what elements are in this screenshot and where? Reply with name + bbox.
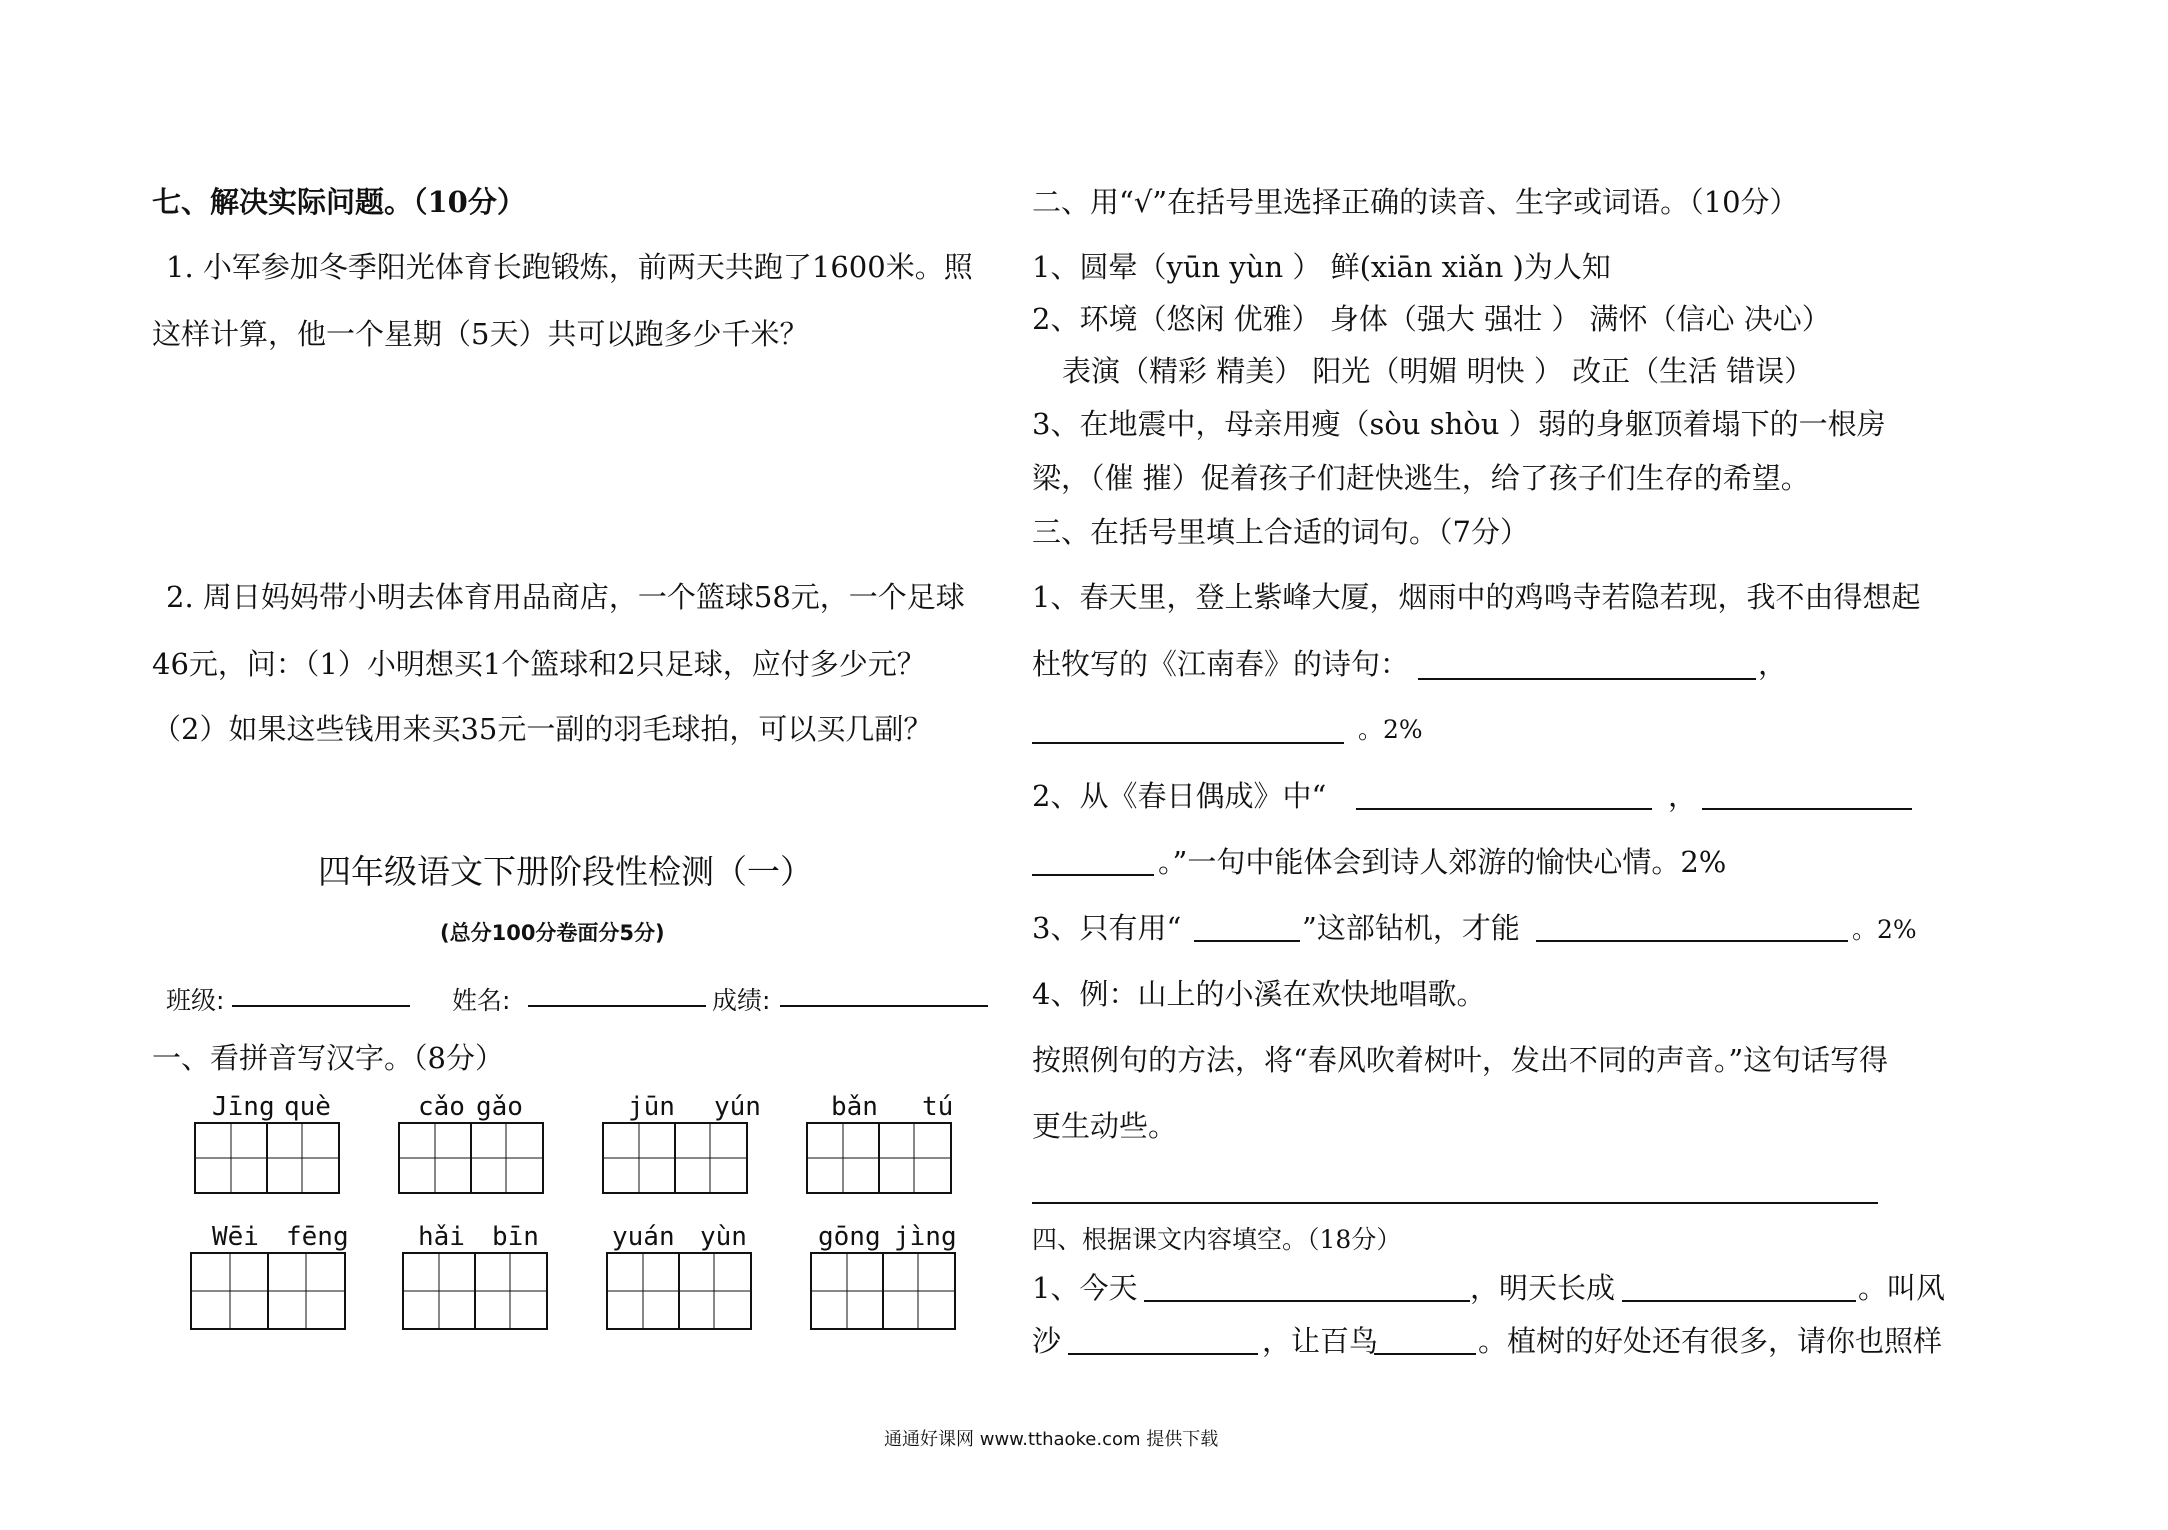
- kw-2-blank-a[interactable]: [1068, 1353, 1258, 1355]
- pinyin-1b: què: [284, 1092, 331, 1122]
- kw-2-end: 。植树的好处还有很多，请你也照样: [1478, 1324, 1943, 1358]
- fill-2-blank-a[interactable]: [1356, 808, 1652, 810]
- pinyin-3b: yún: [714, 1092, 761, 1122]
- class-field[interactable]: [232, 1005, 410, 1007]
- fill-1-comma: ，: [1758, 647, 1788, 681]
- fill-1-line-2: 杜牧写的《江南春》的诗句：: [1032, 647, 1410, 681]
- footer-source: 通通好课网 www.tthaoke.com 提供下载: [884, 1429, 1219, 1450]
- kw-1-blank-a[interactable]: [1144, 1300, 1470, 1302]
- question-2-line-1: 2. 周日妈妈带小明去体育用品商店，一个篮球58元，一个足球: [166, 580, 965, 614]
- grid-cell-lines: [604, 1124, 746, 1192]
- section-2-item-3: 3、在地震中，母亲用瘦（sòu shòu ）弱的身躯顶着塌下的一根房: [1032, 407, 1886, 441]
- writing-grid-2[interactable]: [398, 1122, 544, 1194]
- grid-cell-lines: [404, 1254, 546, 1328]
- writing-grid-8[interactable]: [810, 1252, 956, 1330]
- writing-grid-3[interactable]: [602, 1122, 748, 1194]
- writing-grid-5[interactable]: [190, 1252, 346, 1330]
- fill-4-answer-line[interactable]: [1032, 1202, 1878, 1204]
- fill-1-blank-a[interactable]: [1418, 678, 1756, 680]
- question-2-line-3: （2）如果这些钱用来买35元一副的羽毛球拍，可以买几副？: [152, 712, 933, 746]
- fill-2-blank-c[interactable]: [1032, 874, 1154, 876]
- pinyin-8b: jìng: [894, 1222, 957, 1252]
- pinyin-5b: fēng: [286, 1222, 349, 1252]
- kw-1-blank-b[interactable]: [1622, 1300, 1856, 1302]
- pinyin-7a: yuán: [612, 1222, 675, 1252]
- name-label: 姓名:: [452, 986, 511, 1015]
- kw-1-end: 。叫风: [1858, 1271, 1946, 1305]
- name-field[interactable]: [528, 1005, 706, 1007]
- kw-1-middle: ，明天长成: [1470, 1271, 1616, 1305]
- writing-grid-6[interactable]: [402, 1252, 548, 1330]
- fill-1-end: 。2%: [1358, 715, 1423, 744]
- pinyin-1a: Jīng: [212, 1092, 275, 1122]
- fill-1-line-1: 1、春天里，登上紫峰大厦，烟雨中的鸡鸣寺若隐若现，我不由得想起: [1032, 580, 1921, 614]
- section-2-item-2b: 表演（精彩 精美） 阳光（明媚 明快 ） 改正（生活 错误）: [1062, 354, 1814, 388]
- grid-cell-lines: [812, 1254, 954, 1328]
- fill-1-blank-b[interactable]: [1032, 742, 1344, 744]
- fill-2-blank-b[interactable]: [1702, 808, 1912, 810]
- fill-3-start: 3、只有用“: [1032, 911, 1182, 945]
- grid-cell-lines: [192, 1254, 344, 1328]
- question-2-line-2: 46元，问：（1）小明想买1个篮球和2只足球，应付多少元？: [152, 647, 926, 681]
- fill-3-blank-b[interactable]: [1536, 940, 1848, 942]
- section-2-item-3b: 梁，（催 摧）促着孩子们赶快逃生，给了孩子们生存的希望。: [1032, 461, 1810, 495]
- pinyin-2b: gǎo: [476, 1092, 523, 1122]
- section-2-item-2: 2、环境（悠闲 优雅） 身体（强大 强壮 ） 满怀（信心 决心）: [1032, 302, 1831, 336]
- writing-grid-1[interactable]: [194, 1122, 340, 1194]
- score-field[interactable]: [780, 1005, 988, 1007]
- pinyin-6a: hǎi: [418, 1222, 465, 1252]
- fill-4-instruction-2: 更生动些。: [1032, 1109, 1178, 1143]
- class-label: 班级:: [166, 986, 225, 1015]
- grid-cell-lines: [400, 1124, 542, 1192]
- section-2-title: 二、用“√”在括号里选择正确的读音、生字或词语。（10分）: [1032, 185, 1799, 219]
- writing-grid-7[interactable]: [606, 1252, 752, 1330]
- score-label: 成绩:: [712, 986, 771, 1015]
- pinyin-4b: tú: [922, 1092, 954, 1122]
- pinyin-6b: bīn: [492, 1222, 539, 1252]
- exam-subtitle: (总分100分卷面分5分): [440, 921, 665, 945]
- fill-2-start: 2、从《春日偶成》中“: [1032, 779, 1327, 813]
- section-2-item-1: 1、圆晕（yūn yùn ） 鲜(xiān xiǎn )为人知: [1032, 250, 1611, 284]
- pinyin-2a: cǎo: [418, 1092, 465, 1122]
- section-4-title: 四、根据课文内容填空。（18分）: [1032, 1225, 1402, 1254]
- grid-cell-lines: [196, 1124, 338, 1192]
- kw-2-blank-b[interactable]: [1374, 1353, 1476, 1355]
- grid-cell-lines: [808, 1124, 950, 1192]
- pinyin-3a: jūn: [628, 1092, 675, 1122]
- fill-2-comma: ，: [1668, 779, 1698, 813]
- pinyin-4a: bǎn: [831, 1092, 878, 1122]
- fill-3-end: 。2%: [1852, 915, 1917, 944]
- grid-cell-lines: [608, 1254, 750, 1328]
- pinyin-8a: gōng: [818, 1222, 881, 1252]
- exam-title: 四年级语文下册阶段性检测（一）: [318, 852, 813, 891]
- kw-2-start: 沙: [1032, 1324, 1062, 1358]
- section-7-title: 七、解决实际问题。（10分）: [152, 185, 526, 219]
- kw-2-middle: ，让百鸟: [1262, 1324, 1379, 1358]
- pinyin-7b: yùn: [700, 1222, 747, 1252]
- fill-3-blank-a[interactable]: [1194, 940, 1300, 942]
- section-1-title: 一、看拼音写汉字。（8分）: [152, 1041, 504, 1075]
- question-1-line-1: 1. 小军参加冬季阳光体育长跑锻炼，前两天共跑了1600米。照: [166, 250, 973, 284]
- fill-4-example: 4、例：山上的小溪在欢快地唱歌。: [1032, 977, 1486, 1011]
- pinyin-5a: Wēi: [212, 1222, 259, 1252]
- question-1-line-2: 这样计算，他一个星期（5天）共可以跑多少千米？: [152, 317, 809, 351]
- writing-grid-4[interactable]: [806, 1122, 952, 1194]
- kw-1-start: 1、今天: [1032, 1271, 1138, 1305]
- fill-2-end: 。”一句中能体会到诗人郊游的愉快心情。2%: [1158, 845, 1727, 879]
- fill-4-instruction-1: 按照例句的方法，将“春风吹着树叶，发出不同的声音。”这句话写得: [1032, 1043, 1889, 1077]
- section-3-title: 三、在括号里填上合适的词句。（7分）: [1032, 515, 1529, 549]
- fill-3-middle: ”这部钻机，才能: [1302, 911, 1520, 945]
